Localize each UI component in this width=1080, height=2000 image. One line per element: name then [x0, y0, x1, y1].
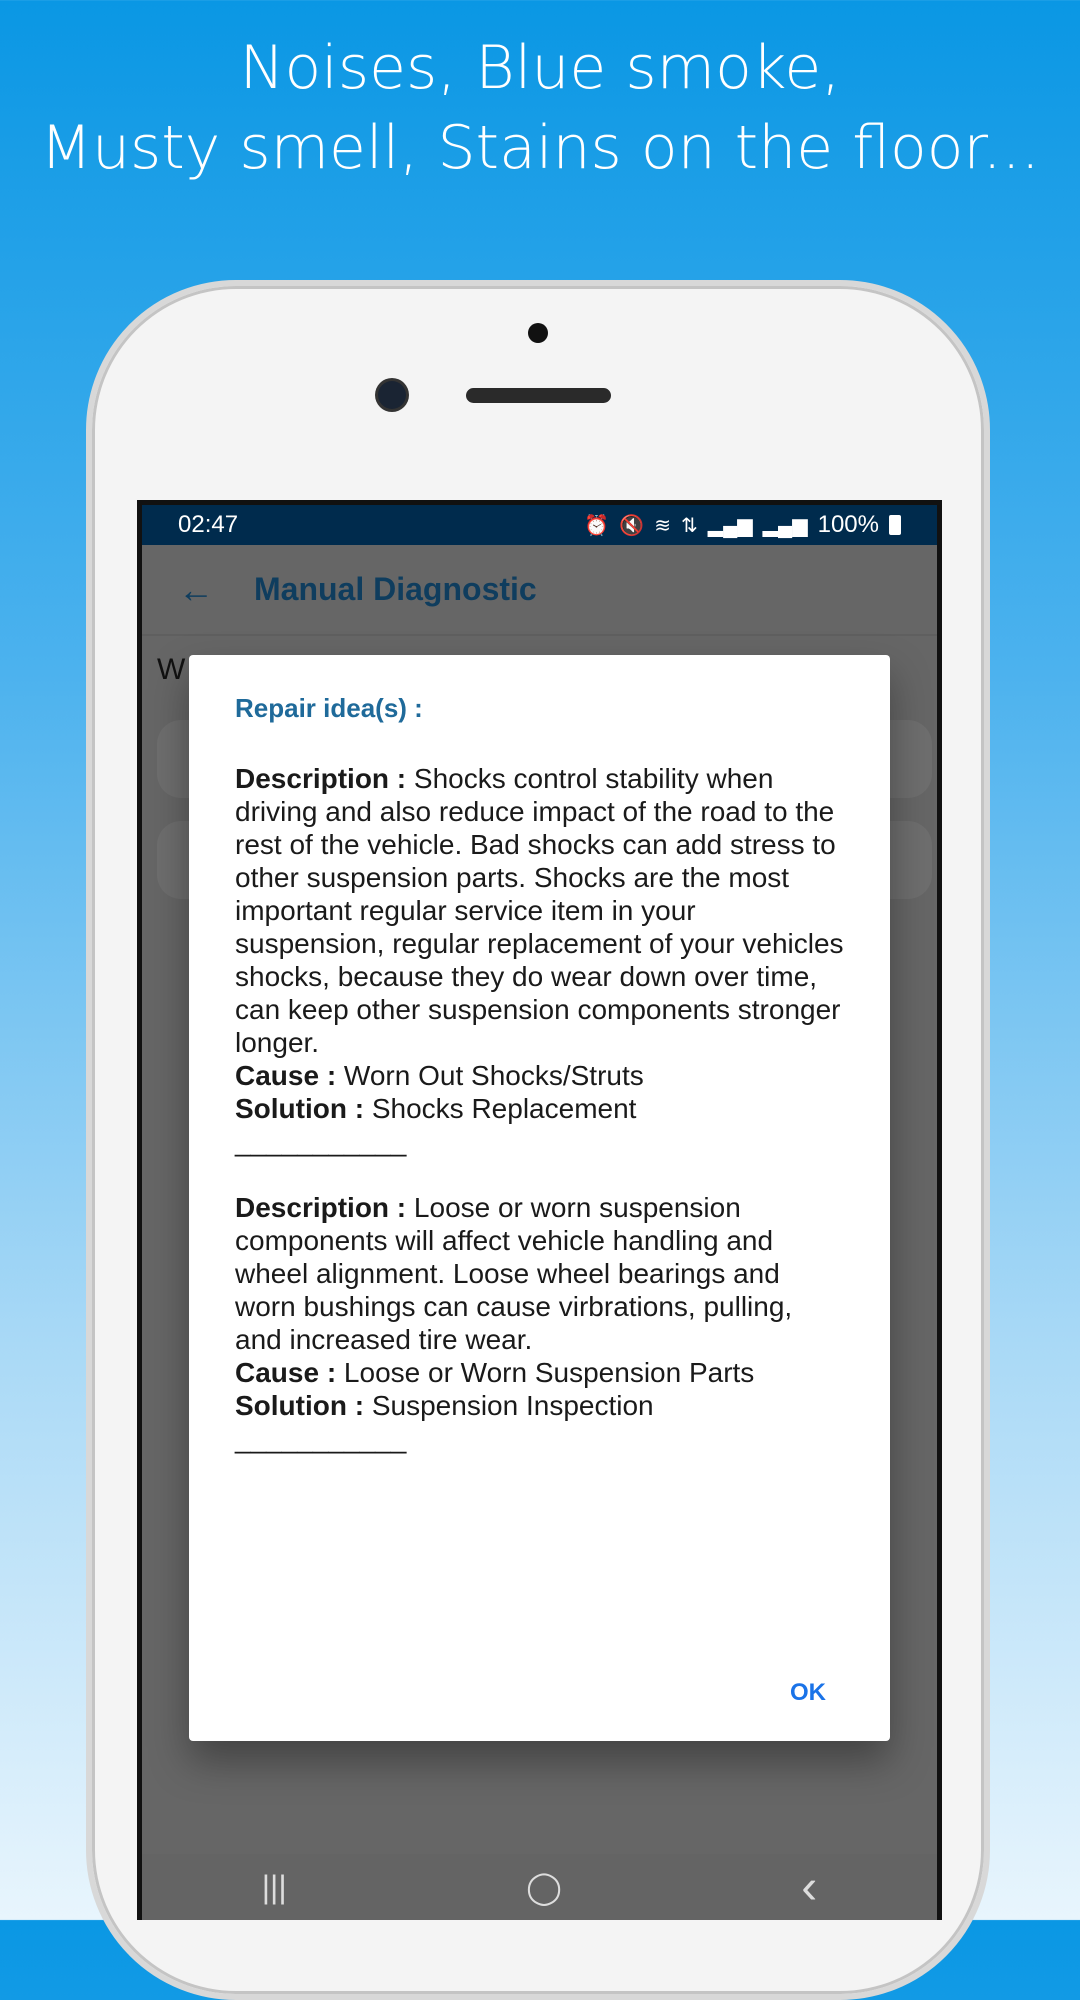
- system-nav-bar: [142, 1854, 937, 1920]
- battery-percent: 100%: [817, 511, 879, 538]
- separator: ___________: [235, 1126, 407, 1157]
- cause-text: Loose or Worn Suspension Parts: [336, 1357, 755, 1388]
- roaming-signal-icon: ▂▄▆: [762, 514, 808, 537]
- description-text: Shocks control stability when driving and also reduce impact of the road to the rest of the vehicle. Bad shocks can add stress to other suspension parts. Shocks are the most important regular service item in your suspension, regular replacement of your vehicles shocks, because they do wear down over time, can keep other suspension components stronger longer.: [235, 763, 844, 1058]
- separator: ___________: [235, 1423, 407, 1454]
- page-title: Manual Diagnostic: [254, 571, 537, 607]
- status-time: 02:47: [178, 511, 239, 538]
- sensor-dot: [528, 323, 548, 343]
- status-icons: [584, 511, 901, 539]
- back-arrow-icon[interactable]: ←: [178, 568, 214, 610]
- description-text: Loose or worn suspension components will affect vehicle handling and wheel alignment. Loose wheel bearings and worn bushings can cause virbrations, pulling, and increased tire wear.: [235, 1192, 793, 1355]
- repair-entry: [235, 762, 844, 1158]
- repair-entry: [235, 1191, 844, 1455]
- status-bar: [142, 505, 937, 545]
- earpiece-speaker: [466, 388, 611, 403]
- repair-ideas-dialog: [189, 655, 890, 1741]
- phone-screen: [137, 500, 942, 1920]
- cause-label: Cause :: [235, 1060, 337, 1091]
- recents-icon[interactable]: |||: [261, 1868, 287, 1905]
- solution-text: Shocks Replacement: [364, 1093, 637, 1124]
- signal-icon: ▂▄▆: [707, 514, 753, 537]
- battery-icon: [889, 515, 901, 535]
- wifi-icon: ≋: [654, 514, 671, 537]
- promo-headline: [0, 28, 1080, 188]
- dialog-title: Repair idea(s) :: [235, 693, 423, 723]
- background-text: W: [157, 653, 186, 686]
- alarm-icon: ⏰: [584, 514, 610, 537]
- ok-button[interactable]: OK: [790, 1679, 826, 1706]
- 4g-icon: ⇅: [680, 514, 698, 537]
- solution-label: Solution :: [235, 1093, 365, 1124]
- mute-icon: 🔇: [619, 514, 645, 537]
- headline-line-2: Musty smell, Stains on the floor...: [40, 113, 1040, 183]
- cause-text: Worn Out Shocks/Struts: [336, 1060, 644, 1091]
- description-label: Description :: [235, 1192, 407, 1223]
- cause-label: Cause :: [235, 1357, 337, 1388]
- solution-label: Solution :: [235, 1390, 365, 1421]
- home-icon[interactable]: ◯: [526, 1869, 562, 1905]
- app-bar: [142, 545, 937, 636]
- back-nav-icon[interactable]: ‹: [801, 1860, 818, 1914]
- description-label: Description :: [235, 763, 407, 794]
- headline-line-1: Noises, Blue smoke,: [239, 33, 841, 103]
- front-camera-icon: [378, 381, 406, 409]
- solution-text: Suspension Inspection: [364, 1390, 654, 1421]
